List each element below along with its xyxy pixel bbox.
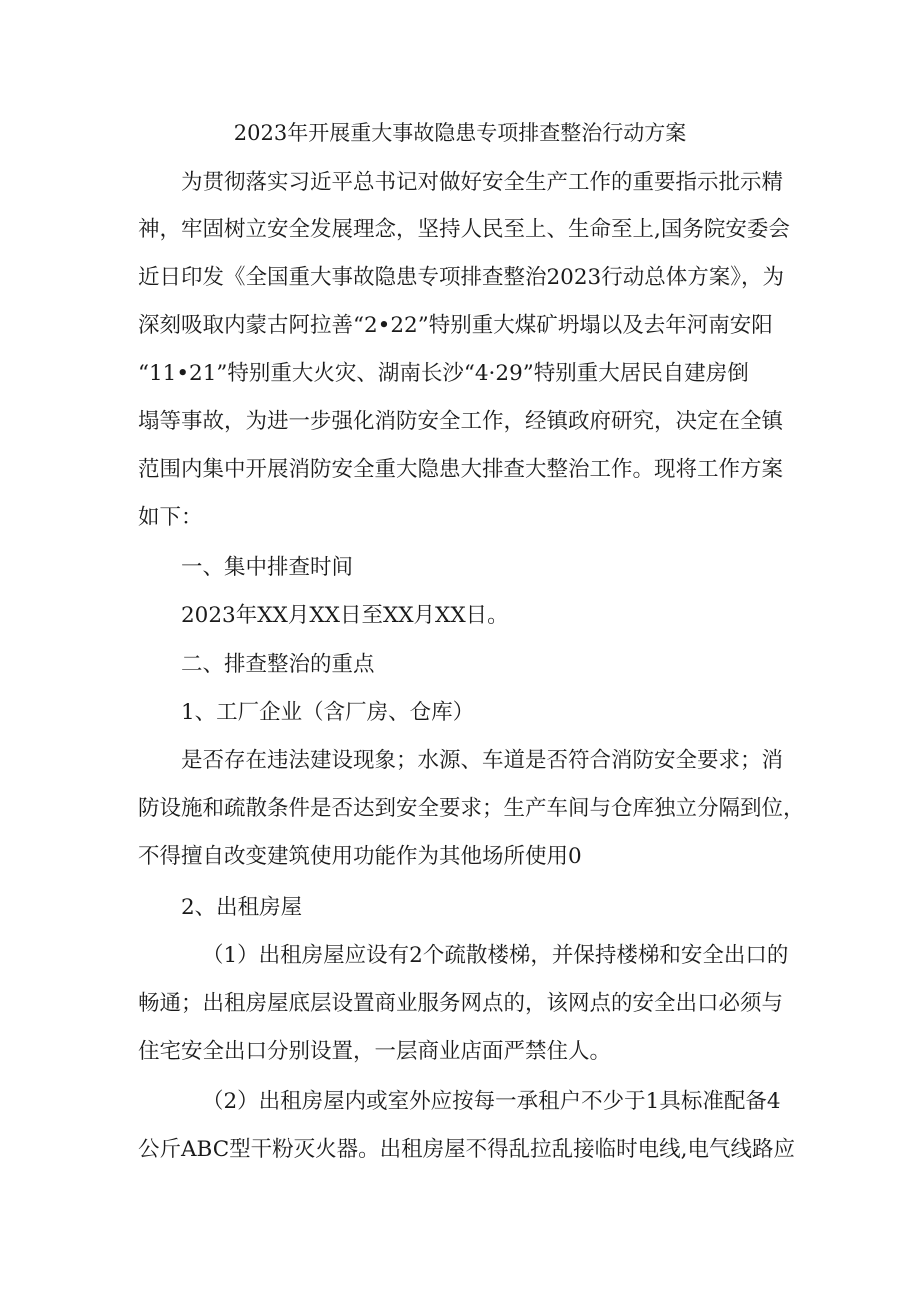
- intro-line: 塌等事故，为进一步强化消防安全工作，经镇政府研究，决定在全镇: [138, 409, 784, 434]
- intro-line: 为贯彻落实习近平总书记对做好安全生产工作的重要指示批示精: [181, 170, 784, 195]
- intro-line: 如下：: [138, 505, 203, 530]
- item-line: 是否存在违法建设现象；水源、车道是否符合消防安全要求；消: [181, 748, 784, 773]
- item-line: 防设施和疏散条件是否达到安全要求；生产车间与仓库独立分隔到位，: [138, 796, 805, 821]
- section-heading: 一、集中排查时间: [181, 555, 354, 580]
- item-line: 不得擅自改变建筑使用功能作为其他场所使用0: [138, 844, 582, 869]
- intro-line: 神，牢固树立安全发展理念，坚持人民至上、生命至上,国务院安委会: [138, 217, 790, 242]
- intro-line: 范围内集中开展消防安全重大隐患大排查大整治工作。现将工作方案: [138, 457, 784, 482]
- intro-line: 近日印发《全国重大事故隐患专项排查整治2023行动总体方案》，为: [138, 265, 784, 290]
- section-text: 2023年XX月XX日至XX月XX日。: [181, 603, 509, 628]
- subitem-line: 畅通；出租房屋底层设置商业服务网点的，该网点的安全出口必须与: [138, 991, 784, 1016]
- section-heading: 二、排查整治的重点: [181, 652, 375, 677]
- item-heading: 2、出租房屋: [181, 895, 303, 920]
- subitem-line: （1）出租房屋应设有2个疏散楼梯，并保持楼梯和安全出口的: [202, 943, 789, 968]
- intro-line: 深刻吸取内蒙古阿拉善“2•22”特别重大煤矿坍塌以及去年河南安阳: [138, 313, 773, 338]
- subitem-line: （2）出租房屋内或室外应按每一承租户不少于1具标准配备4: [202, 1089, 781, 1114]
- intro-line: “11•21”特别重大火灾、湖南长沙“4·29”特别重大居民自建房倒: [138, 361, 749, 386]
- document-title: 2023年开展重大事故隐患专项排查整治行动方案: [233, 121, 687, 145]
- item-heading: 1、工厂企业（含厂房、仓库）: [181, 700, 475, 725]
- subitem-line: 住宅安全出口分别设置，一层商业店面严禁住人。: [138, 1039, 612, 1064]
- subitem-line: 公斤ABC型干粉灭火器。出租房屋不得乱拉乱接临时电线,电气线路应: [138, 1137, 796, 1162]
